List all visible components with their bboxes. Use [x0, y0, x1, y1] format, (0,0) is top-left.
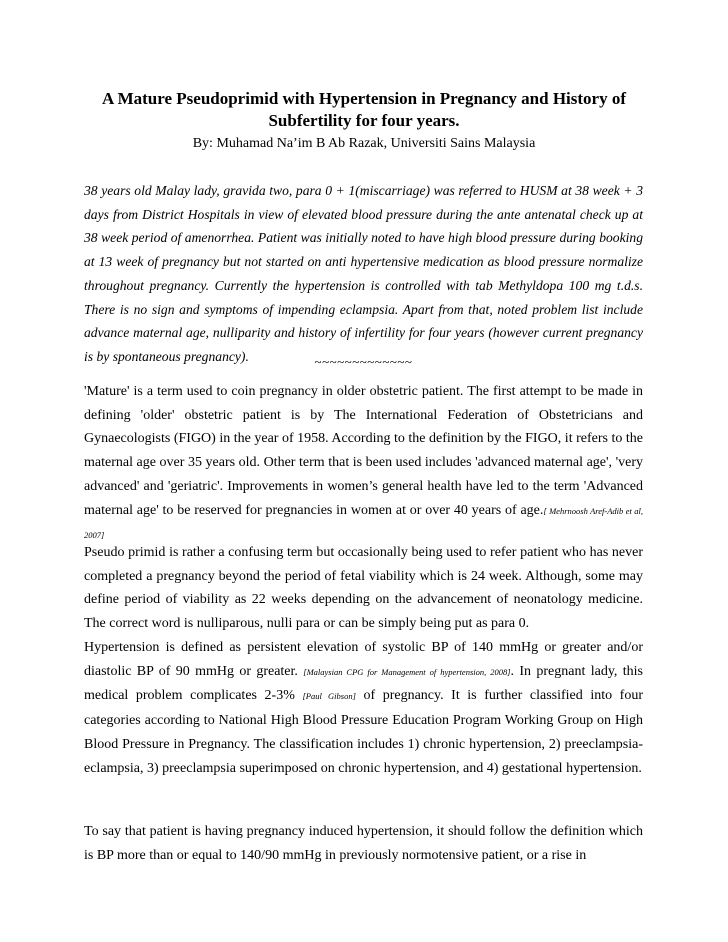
- citation: [Malaysian CPG for Management of hypertension, 2008]: [303, 666, 511, 677]
- paragraph-text: . In pregnant lady, this medical problem complicates 2-3%: [84, 663, 643, 704]
- paragraph-text: of pregnancy. It is further classified into four categories according to National High Blood Pressure Education Program Working Group on High Blood Pressure in Pregnancy. The classification includes 1) chronic hypertension, 2) preeclampsia-eclampsia, 3) preeclampsia superimposed on chronic hypertension, and 4) gestational hypertension.: [84, 688, 643, 776]
- abstract-paragraph: 38 years old Malay lady, gravida two, para 0 + 1(miscarriage) was referred to HUSM at 38 week + 3 days from District Hospitals in view of elevated blood pressure during the ante antenatal check up at 38 week period of amenorrhea. Patient was initially noted to have high blood pressure during booking at 13 week of pregnancy but not started on anti hypertensive medication as blood pressure normalize throughout pregnancy. Currently the hypertension is controlled with tab Methyldopa 100 mg t.d.s. There is no sign and symptoms of impending eclampsia. Apart from that, noted problem list include advance maternal age, nulliparity and history of infertility for four years (however current pregnancy is by spontaneous pregnancy).: [84, 183, 643, 364]
- paragraph-mature-definition: [84, 380, 643, 548]
- paragraph-text: 'Mature' is a term used to coin pregnancy in older obstetric patient. The first attempt to be made in defining 'older' obstetric patient is by The International Federation of Obstetricians and Gynaecologists (FIGO) in the year of 1958. According to the definition by the FIGO, it refers to the maternal age over 35 years old. Other term that is been used includes 'advanced maternal age', 'very advanced' and 'geriatric'. Improvements in women’s general health have led to the term 'Advanced maternal age' to be reserved for pregnancies in women at or over 40 years of age.: [84, 384, 643, 518]
- paragraph-pseudo-primid: Pseudo primid is rather a confusing term but occasionally being used to refer patient who has never completed a pregnancy beyond the period of fetal viability which is 24 week. Although, some may define period of viability as 22 weeks depending on the advancement of neonatology medicine. The correct word is nulliparous, nulli para or can be simply being put as para 0.: [84, 545, 643, 632]
- paragraph-pih-definition: To say that patient is having pregnancy induced hypertension, it should follow the definition which is BP more than or equal to 140/90 mmHg in previously normotensive patient, or a rise in: [84, 824, 643, 863]
- citation: [Paul Gibson]: [302, 691, 356, 702]
- paragraph-hypertension-definition: [84, 636, 643, 780]
- citation: [ Mehrnoosh Aref-Adib et al, 2007]: [84, 505, 643, 541]
- document-title: A Mature Pseudoprimid with Hypertension in Pregnancy and History of Subfertility for four years.: [101, 89, 627, 130]
- section-separator: ~~~~~~~~~~~~~: [314, 354, 413, 369]
- paragraph-text: Hypertension is defined as persistent elevation of systolic BP of 140 mmHg or greater and/or diastolic BP of 90 mmHg or greater.: [84, 640, 643, 679]
- author-byline: By: Muhamad Na’im B Ab Razak, Universiti Sains Malaysia: [192, 136, 536, 151]
